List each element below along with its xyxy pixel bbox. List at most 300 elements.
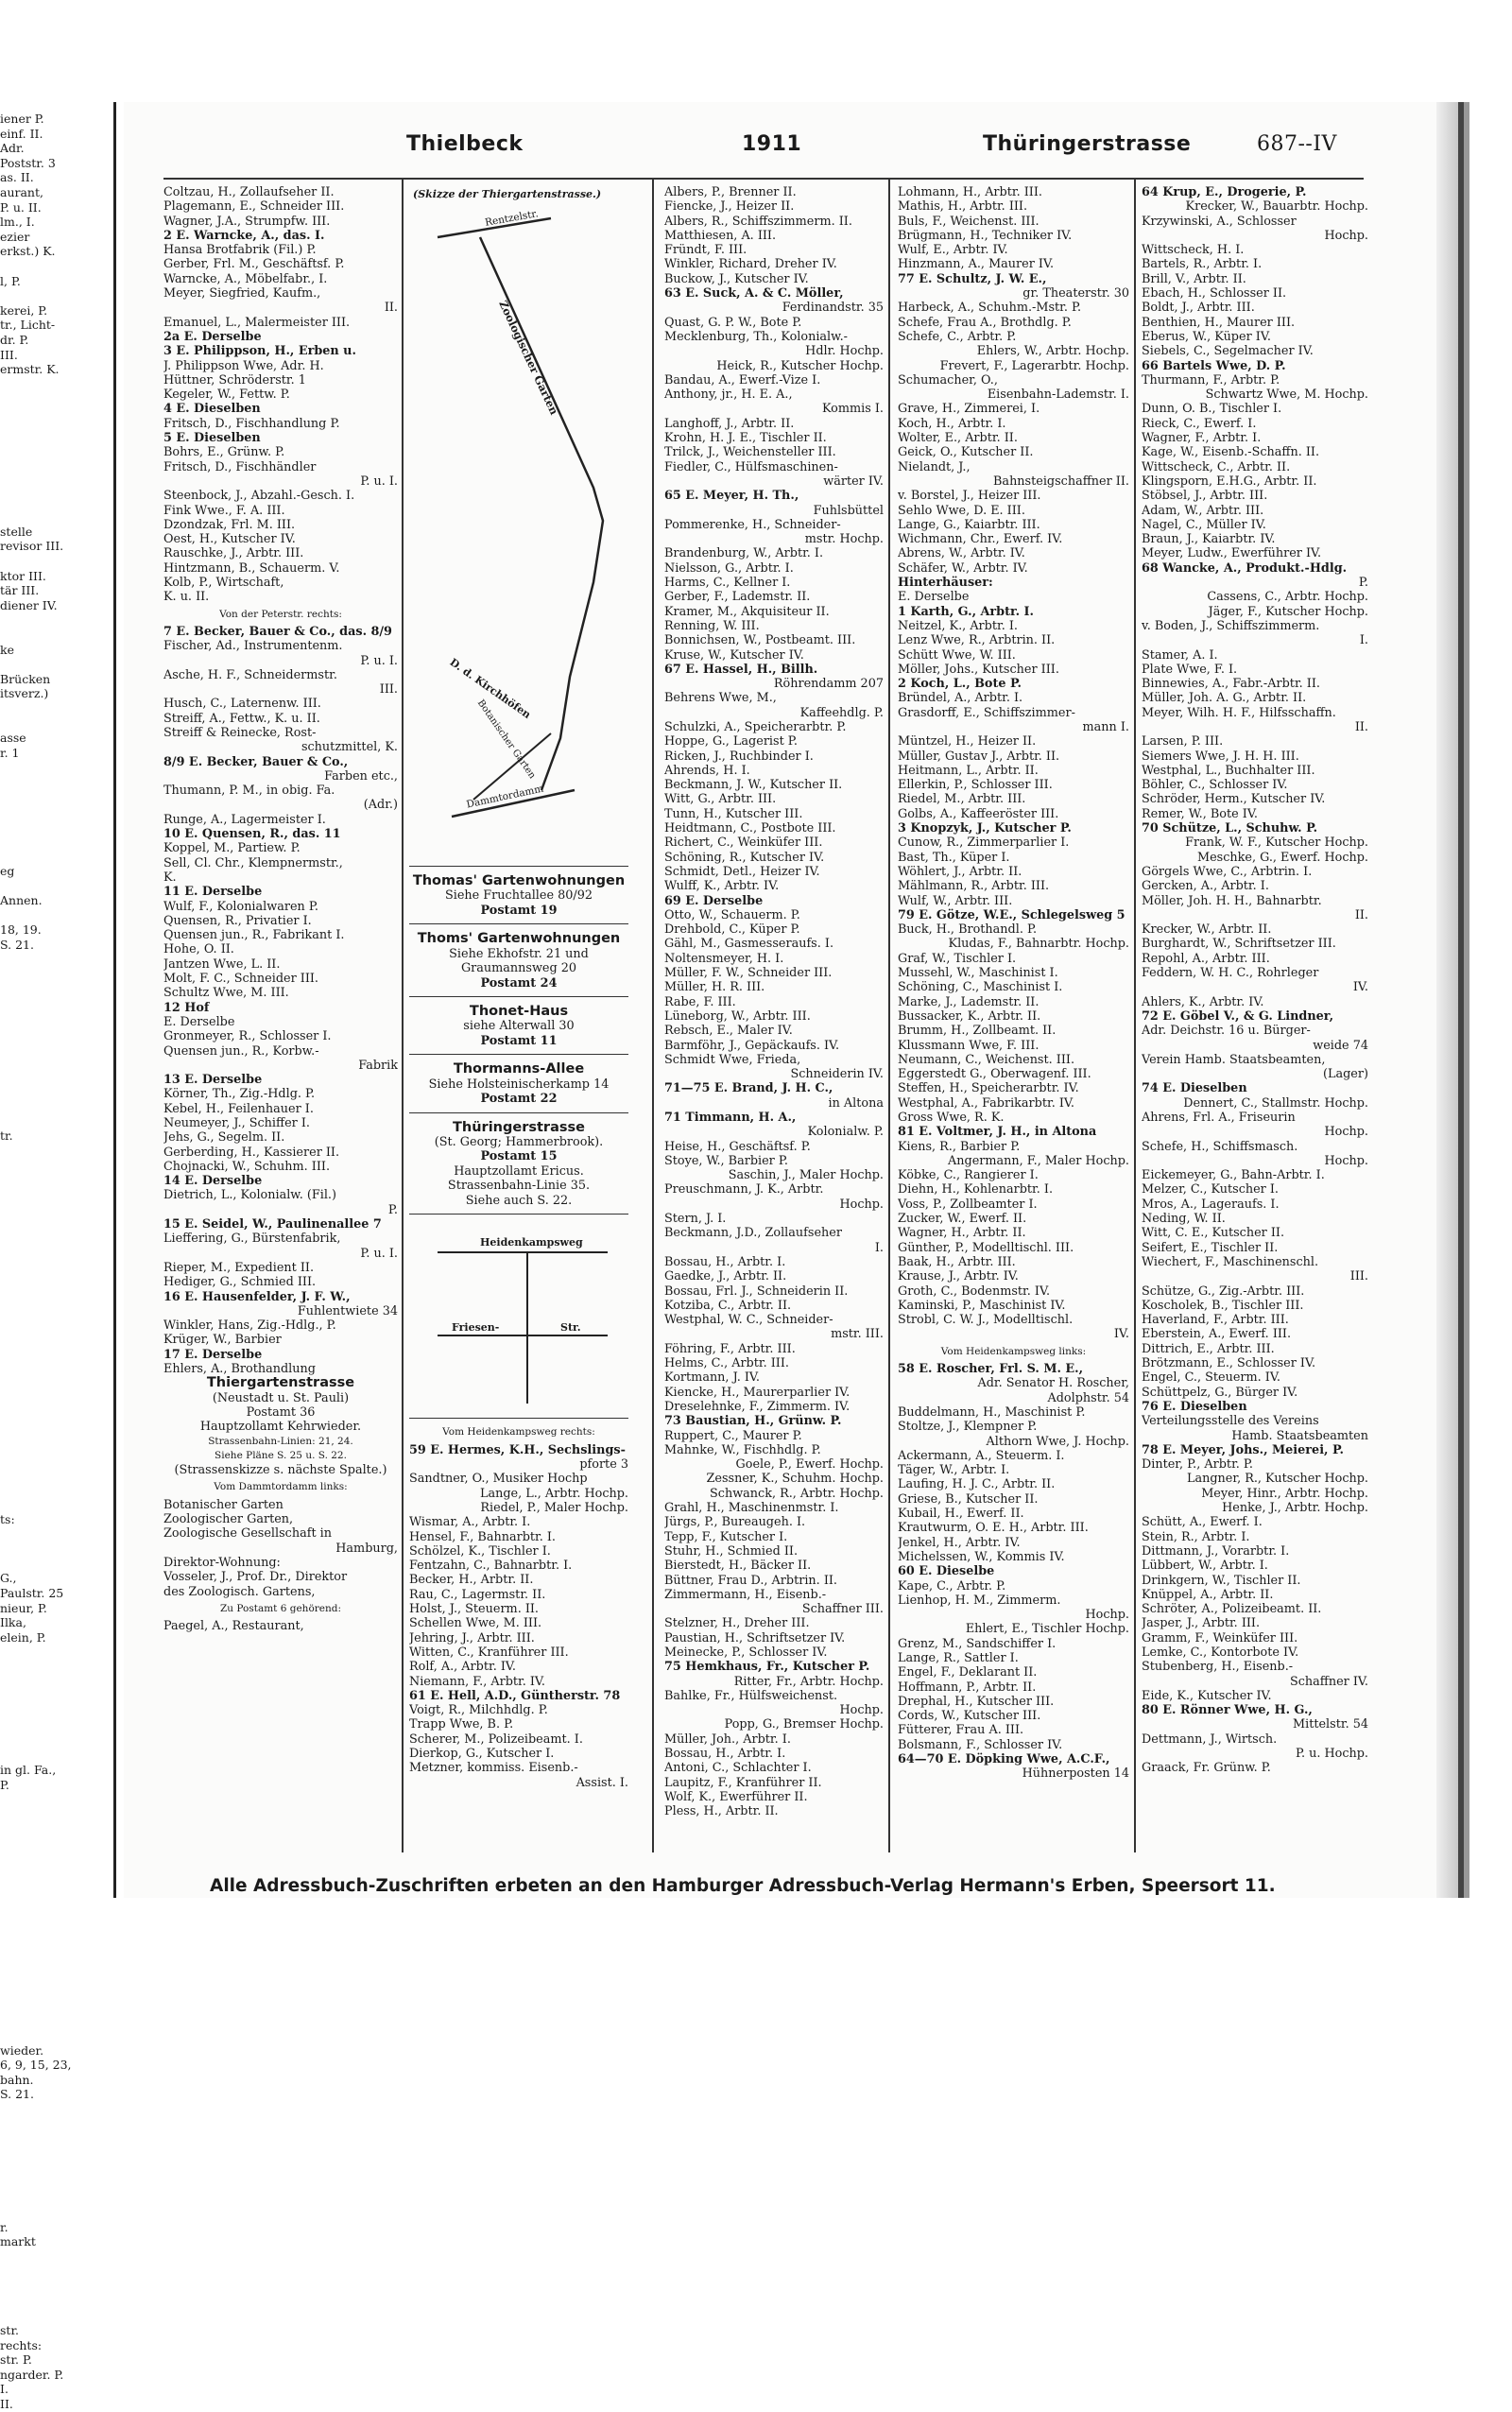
directory-entry: Westphal, L., Buchhalter III.: [1142, 763, 1315, 778]
directory-entry: K.: [163, 870, 177, 885]
left-page-text: II.: [0, 2397, 13, 2411]
directory-entry: Nielandt, J.,: [898, 459, 971, 474]
left-page-text: dr. P.: [0, 333, 29, 347]
left-page-text: nieur, P.: [0, 1600, 47, 1615]
directory-entry: Brumm, H., Zollbeamt. II.: [898, 1024, 1057, 1039]
directory-entry: Braun, J., Kaiarbtr. IV.: [1142, 532, 1276, 547]
directory-entry: Goele, P., Ewerf. Hochp.: [735, 1457, 884, 1473]
left-page-text: as. II.: [0, 170, 34, 185]
directory-entry: Fiencke, J., Heizer II.: [664, 199, 795, 215]
directory-entry: Mathis, H., Arbtr. III.: [898, 199, 1028, 215]
directory-entry: Mussehl, W., Maschinist I.: [898, 966, 1058, 981]
directory-entry: Benthien, H., Maurer III.: [1142, 315, 1296, 330]
directory-entry: Müller, Joh. A. G., Arbtr. II.: [1142, 691, 1307, 706]
left-page-text: ezier: [0, 229, 30, 244]
directory-entry: Lenz Wwe, R., Arbtrin. II.: [898, 633, 1056, 648]
directory-entry: Schröter, A., Polizeibeamt. II.: [1142, 1602, 1322, 1617]
directory-entry: Lienhop, H. M., Zimmerm.: [898, 1593, 1061, 1608]
directory-entry: Westphal, W. C., Schneider-: [664, 1313, 833, 1328]
directory-entry: Eberus, W., Küper IV.: [1142, 329, 1271, 344]
directory-entry: II.: [1354, 719, 1368, 734]
directory-entry: Schultz Wwe, M. III.: [163, 986, 289, 1001]
directory-entry: Fischer, Ad., Instrumentenm.: [163, 639, 343, 654]
directory-entry: Feddern, W. H. C., Rohrleger: [1142, 966, 1319, 981]
directory-entry: Drephal, H., Kutscher III.: [898, 1694, 1055, 1709]
directory-entry: Riedel, P., Maler Hochp.: [480, 1500, 628, 1515]
directory-entry: Klussmann Wwe, F. III.: [898, 1038, 1040, 1053]
directory-entry: Stubenberg, H., Eisenb.-: [1142, 1660, 1294, 1675]
directory-entry: weide 74: [1313, 1038, 1368, 1053]
left-page-text: iener P.: [0, 112, 44, 126]
directory-entry: Adam, W., Arbtr. III.: [1142, 503, 1264, 518]
directory-entry: Graack, Fr. Grünw. P.: [1142, 1761, 1271, 1776]
directory-entry: Assist. I.: [576, 1775, 628, 1790]
directory-entry: Plagemann, E., Schneider III.: [163, 199, 345, 215]
header-right: Thüringerstrasse: [983, 132, 1192, 156]
notice-box-title: Thüringerstrasse: [453, 1119, 585, 1135]
left-page-text: str.: [0, 2323, 20, 2337]
directory-entry: Groth, C., Bodenmstr. IV.: [898, 1284, 1051, 1299]
directory-entry: Rauschke, J., Arbtr. III.: [163, 546, 304, 561]
directory-entry: Seifert, E., Tischler II.: [1142, 1240, 1279, 1255]
left-page-text: III.: [0, 347, 18, 362]
directory-entry: Fuhlentwiete 34: [297, 1303, 398, 1318]
directory-entry: Runge, A., Lagermeister I.: [163, 812, 326, 827]
directory-entry: J. Philippson Wwe, Adr. H.: [163, 358, 324, 373]
left-page-text: r.: [0, 2219, 9, 2234]
directory-entry: Schöning, R., Kutscher IV.: [664, 850, 825, 865]
directory-entry: Heick, R., Kutscher Hochp.: [716, 358, 884, 373]
directory-entry: Fritsch, D., Fischhandlung P.: [163, 416, 340, 431]
directory-entry: Wichmann, Chr., Ewerf. IV.: [898, 532, 1063, 547]
notice-box-line: Postamt 24: [480, 975, 558, 991]
directory-entry: Klingsporn, E.H.G., Arbtr. II.: [1142, 474, 1317, 489]
directory-entry: mann I.: [1082, 719, 1129, 734]
directory-entry: Kaffeehdlg. P.: [799, 705, 884, 720]
directory-entry: Bossau, H., Arbtr. I.: [664, 1747, 786, 1762]
directory-entry: Trapp Wwe, B. P.: [409, 1717, 514, 1732]
left-page-text: kerei, P.: [0, 302, 48, 318]
directory-entry: Thurmann, F., Arbtr. P.: [1142, 372, 1280, 388]
directory-entry: Popp, G., Bremser Hochp.: [724, 1717, 884, 1732]
directory-entry: Ahrends, H. I.: [664, 763, 750, 778]
left-page-text: ke: [0, 642, 14, 657]
directory-entry: Harbeck, A., Schuhm.-Mstr. P.: [898, 301, 1082, 316]
directory-entry: pforte 3: [579, 1457, 628, 1473]
directory-entry: Beckmann, J.D., Zollaufseher: [664, 1226, 842, 1241]
directory-entry: Neumeyer, J., Schiffer I.: [163, 1116, 310, 1130]
directory-entry: Fink Wwe., F. A. III.: [163, 503, 285, 518]
directory-entry: Gross Wwe, R. K.: [898, 1111, 1005, 1125]
directory-entry: Vom Heidenkampsweg links:: [940, 1345, 1087, 1357]
notice-box-line: siehe Alterwall 30: [463, 1019, 575, 1034]
directory-entry: Schefe, H., Schiffsmasch.: [1142, 1139, 1298, 1154]
directory-entry: Gerber, F., Lademstr. II.: [664, 590, 811, 605]
directory-entry: Hediger, G., Schmied III.: [163, 1275, 317, 1290]
notice-box-line: Siehe auch S. 22.: [465, 1193, 573, 1208]
directory-entry: Golbs, A., Kaffeeröster III.: [898, 806, 1059, 821]
notice-box-line: Postamt 15: [480, 1149, 558, 1164]
notice-box-line: Strassenbahn-Linie 35.: [447, 1179, 591, 1194]
directory-entry: Engel, F., Deklarant II.: [898, 1665, 1038, 1680]
directory-entry: Bahnsteigschaffner II.: [993, 474, 1129, 489]
directory-entry: Rolf, A., Arbtr. IV.: [409, 1660, 516, 1675]
directory-entry: Müntzel, H., Heizer II.: [898, 734, 1037, 749]
directory-entry: Schumacher, O.,: [898, 372, 998, 388]
directory-entry: Sandtner, O., Musiker Hochp: [409, 1472, 588, 1487]
left-page-text: rechts:: [0, 2337, 43, 2352]
directory-entry: Richert, C., Weinküfer III.: [664, 836, 823, 851]
left-page-text: ts:: [0, 1512, 15, 1526]
column-rule: [652, 180, 654, 1852]
notice-box-title: Thomas' Gartenwohnungen: [412, 873, 626, 888]
directory-entry: Kramer, M., Akquisiteur II.: [664, 604, 830, 619]
directory-entry: Verein Hamb. Staatsbeamten,: [1142, 1052, 1326, 1067]
label-friesen: Friesen-: [452, 1321, 500, 1335]
directory-entry: Nagel, C., Müller IV.: [1142, 517, 1266, 532]
directory-entry: Schwartz Wwe, M. Hochp.: [1205, 388, 1368, 403]
directory-entry: P.: [1358, 576, 1368, 591]
directory-entry: Binnewies, A., Fabr.-Arbtr. II.: [1142, 677, 1320, 692]
directory-entry: Witt, G., Arbtr. III.: [664, 792, 777, 807]
directory-entry: Behrens Wwe, M.,: [664, 691, 777, 706]
directory-entry: Adr. Deichstr. 16 u. Bürger-: [1142, 1024, 1311, 1039]
directory-entry: E. Derselbe: [898, 590, 970, 605]
directory-entry: 75 Hemkhaus, Fr., Kutscher P.: [664, 1660, 870, 1675]
directory-entry: Witt, C. E., Kutscher II.: [1142, 1226, 1285, 1241]
directory-entry: Rieper, M., Expedient II.: [163, 1260, 315, 1275]
directory-entry: Vosseler, J., Prof. Dr., Direktor: [163, 1570, 348, 1585]
column-1: [163, 185, 398, 1858]
directory-entry: Mros, A., Lageraufs. I.: [1142, 1197, 1280, 1212]
directory-entry: Ehlers, A., Brothandlung: [163, 1362, 316, 1377]
directory-entry: IV.: [1113, 1327, 1129, 1342]
directory-entry: Geick, O., Kutscher II.: [898, 445, 1034, 460]
directory-entry: (Adr.): [363, 798, 398, 813]
directory-entry: Ehlert, E., Tischler Hochp.: [965, 1622, 1129, 1637]
directory-entry: Haverland, F., Arbtr. III.: [1142, 1313, 1289, 1328]
directory-entry: Eisenbahn-Lademstr. I.: [987, 388, 1129, 403]
left-page-text: str. P.: [0, 2352, 32, 2368]
directory-entry: Meschke, G., Ewerf. Hochp.: [1196, 850, 1368, 865]
directory-entry: Mählmann, R., Arbtr. III.: [898, 879, 1050, 894]
label-dammtordamm: Dammtordamm: [465, 783, 545, 811]
notice-boxes: [409, 867, 628, 1215]
notice-box-line: Postamt 22: [480, 1092, 558, 1107]
directory-entry: Wulf, W., Arbtr. III.: [898, 893, 1013, 908]
directory-entry: Koppel, M., Partiew. P.: [163, 841, 301, 856]
directory-entry: Winkler, Hans, Zig.-Hdlg., P.: [163, 1318, 336, 1334]
directory-entry: Albers, P., Brenner II.: [664, 185, 797, 199]
header-rule: [163, 178, 1364, 180]
directory-entry: Neding, W. II.: [1142, 1212, 1226, 1227]
directory-entry: Rieck, C., Ewerf. I.: [1142, 416, 1257, 431]
directory-entry: Tunn, H., Kutscher III.: [664, 806, 803, 821]
directory-entry: 2 E. Warncke, A., das. I.: [163, 228, 325, 243]
directory-entry: Krecker, W., Bauarbtr. Hochp.: [1185, 199, 1368, 215]
directory-entry: Grasdorff, E., Schiffszimmer-: [898, 705, 1075, 720]
directory-entry: 71—75 E. Brand, J. H. C.,: [664, 1081, 833, 1096]
directory-entry: Wittscheck, C., Arbtr. II.: [1142, 459, 1291, 474]
directory-entry: Paustian, H., Schriftsetzer IV.: [664, 1630, 846, 1645]
notice-box-title: Thonet-Haus: [469, 1004, 569, 1020]
directory-entry: P. u. I.: [360, 474, 398, 489]
directory-entry: 58 E. Roscher, Frl. S. M. E.,: [898, 1362, 1084, 1377]
directory-entry: Wagner, H., Arbtr. II.: [898, 1226, 1026, 1241]
directory-entry: Müller, Gustav J., Arbtr. II.: [898, 749, 1060, 764]
directory-entry: Harms, C., Kellner I.: [664, 576, 791, 591]
left-page-text: aurant,: [0, 185, 43, 199]
directory-entry: Bahlke, Fr., Hülfsweichenst.: [664, 1688, 838, 1703]
directory-entry: 66 Bartels Wwe, D. P.: [1142, 358, 1286, 373]
directory-entry: Kiencke, H., Maurerparlier IV.: [664, 1385, 850, 1400]
directory-entry: Otto, W., Schauerm. P.: [664, 907, 800, 922]
directory-entry: 69 E. Derselbe: [664, 893, 764, 908]
directory-entry: Ellerkin, P., Schlosser III.: [898, 778, 1053, 793]
directory-entry: 14 E. Derselbe: [163, 1174, 263, 1189]
directory-entry: Möller, Joh. H. H., Bahnarbtr.: [1142, 893, 1322, 908]
directory-entry: Koch, H., Arbtr. I.: [898, 416, 1006, 431]
directory-entry: Stöbsel, J., Arbtr. III.: [1142, 489, 1268, 504]
directory-entry: Steffen, H., Speicherarbtr. IV.: [898, 1081, 1079, 1096]
left-page-text: Paulstr. 25: [0, 1586, 64, 1600]
directory-entry: Chojnacki, W., Schuhm. III.: [163, 1159, 331, 1174]
directory-entry: 65 E. Meyer, H. Th.,: [664, 489, 799, 504]
directory-entry: Wulf, E., Arbtr. IV.: [898, 243, 1008, 258]
left-page-text: Poststr. 3: [0, 155, 56, 170]
left-page-text: ngarder. P.: [0, 2367, 64, 2382]
directory-entry: Nielsson, G., Arbtr. I.: [664, 560, 794, 576]
directory-entry: Kolonialw. P.: [807, 1125, 884, 1140]
directory-entry: Eggerstedt G., Oberwagenf. III.: [898, 1067, 1091, 1082]
directory-entry: 3 Knopzyk, J., Kutscher P.: [898, 821, 1072, 836]
directory-entry: Dietrich, L., Kolonialw. (Fil.): [163, 1188, 336, 1203]
directory-entry: Schütt, A., Ewerf. I.: [1142, 1515, 1263, 1530]
directory-entry: Wulff, K., Arbtr. IV.: [664, 879, 780, 894]
directory-entry: IV.: [1352, 980, 1368, 995]
directory-entry: P. u. Hochp.: [1295, 1747, 1368, 1762]
directory-entry: Rebsch, E., Maler IV.: [664, 1024, 793, 1039]
directory-entry: Buckow, J., Kutscher IV.: [664, 271, 809, 286]
directory-entry: 81 E. Voltmer, J. H., in Altona: [898, 1125, 1097, 1140]
directory-entry: Dreselehnke, F., Zimmerm. IV.: [664, 1399, 850, 1414]
directory-entry: Wulf, F., Kolonialwaren P.: [163, 899, 318, 914]
label-rentzelstr: Rentzelstr.: [484, 208, 540, 229]
directory-entry: Hansa Brotfabrik (Fil.) P.: [163, 243, 317, 258]
label-kirchhoefe: D. d. Kirchhöfen: [447, 656, 534, 721]
directory-entry: Sehlo Wwe, D. E. III.: [898, 503, 1025, 518]
directory-entry: Hensel, F., Bahnarbtr. I.: [409, 1529, 556, 1544]
left-page-text: tr.: [0, 1128, 13, 1144]
directory-entry: Voss, P., Zollbeamter I.: [898, 1197, 1038, 1212]
directory-entry: Boldt, J., Arbtr. III.: [1142, 301, 1255, 316]
directory-entry: Witten, C., Kranführer III.: [409, 1645, 569, 1660]
directory-entry: Kolb, P., Wirtschaft,: [163, 576, 284, 591]
notice-box-line: Siehe Fruchtallee 80/92: [444, 888, 593, 904]
directory-entry: Kommis I.: [821, 402, 884, 417]
directory-entry: 80 E. Rönner Wwe, H. G.,: [1142, 1703, 1313, 1718]
directory-entry: Eide, K., Kutscher IV.: [1142, 1688, 1272, 1703]
directory-entry: Gähl, M., Gasmesseraufs. I.: [664, 937, 834, 952]
directory-entry: Coltzau, H., Zollaufseher II.: [163, 185, 335, 199]
notice-box-line: Graumannsweg 20: [460, 961, 577, 976]
directory-entry: Schöning, C., Maschinist I.: [898, 980, 1063, 995]
directory-entry: Dierkop, G., Kutscher I.: [409, 1747, 555, 1762]
directory-entry: Laufing, H. J. C., Arbtr. II.: [898, 1477, 1056, 1492]
column-rule: [888, 180, 890, 1852]
directory-entry: Büttner, Frau D., Arbtrin. II.: [664, 1573, 837, 1588]
directory-entry: Farben etc.,: [324, 768, 398, 784]
directory-entry: P. u. I.: [360, 653, 398, 668]
directory-entry: Ricken, J., Ruchbinder I.: [664, 749, 814, 764]
directory-entry: Krzywinski, A., Schlosser: [1142, 214, 1297, 229]
directory-entry: Scherer, M., Polizeibeamt. I.: [409, 1731, 583, 1747]
directory-entry: Stoye, W., Barbier P.: [664, 1153, 788, 1168]
directory-entry: Hinterhäuser:: [898, 576, 993, 591]
directory-entry: Adolphstr. 54: [1047, 1390, 1129, 1405]
left-page-text: Annen.: [0, 892, 43, 907]
directory-entry: Stoltze, J., Klempner P.: [898, 1420, 1038, 1435]
directory-entry: 59 E. Hermes, K.H., Sechslings-: [409, 1442, 626, 1457]
directory-entry: Lange, G., Kaiarbtr. III.: [898, 517, 1040, 532]
directory-entry: Kortmann, J. IV.: [664, 1370, 760, 1386]
left-page-text: Ilka,: [0, 1615, 26, 1630]
column-5: [1142, 185, 1368, 1858]
directory-entry: Kage, W., Eisenb.-Schaffn. II.: [1142, 445, 1320, 460]
left-page-text: Adr.: [0, 141, 25, 156]
left-page-text: G.,: [0, 1571, 17, 1586]
directory-entry: Zoologische Gesellschaft in: [163, 1526, 333, 1542]
directory-entry: Renning, W. III.: [664, 618, 760, 633]
directory-entry: Ehlers, W., Arbtr. Hochp.: [976, 344, 1129, 359]
directory-entry: Bartels, R., Arbtr. I.: [1142, 257, 1263, 272]
directory-entry: Wiechert, F., Maschinenschl.: [1142, 1254, 1319, 1269]
directory-entry: Bandau, A., Ewerf.-Vize I.: [664, 372, 821, 388]
directory-entry: Quensen jun., R., Fabrikant I.: [163, 928, 345, 943]
notice-box-line: Postamt 11: [480, 1033, 558, 1048]
left-page-text: tr., Licht-: [0, 318, 56, 333]
directory-entry: Quast, G. P. W., Bote P.: [664, 315, 802, 330]
directory-entry: Schütze, G., Zig.-Arbtr. III.: [1142, 1284, 1305, 1299]
directory-entry: Lange, R., Sattler I.: [898, 1650, 1019, 1665]
directory-entry: Schüttpelz, G., Bürger IV.: [1142, 1385, 1298, 1400]
directory-entry: I.: [874, 1240, 884, 1255]
directory-entry: Langhoff, J., Arbtr. II.: [664, 416, 795, 431]
directory-entry: Warncke, A., Möbelfabr., I.: [163, 271, 328, 286]
directory-entry: Jürgs, P., Bureaugeh. I.: [664, 1515, 806, 1530]
notice-box-title: Thoms' Gartenwohnungen: [417, 931, 621, 947]
directory-entry: Hühnerposten 14: [1022, 1766, 1129, 1782]
directory-entry: 64—70 E. Döpking Wwe, A.C.F.,: [898, 1752, 1110, 1767]
directory-entry: Körner, Th., Zig.-Hdlg. P.: [163, 1087, 316, 1102]
directory-entry: Fentzahn, C., Bahnarbtr. I.: [409, 1559, 573, 1574]
directory-entry: Quensen, R., Privatier I.: [163, 913, 312, 928]
directory-entry: 63 E. Suck, A. & C. Möller,: [664, 286, 844, 302]
column-rule: [1134, 180, 1136, 1852]
left-page-text: revisor III.: [0, 539, 64, 554]
left-page-text: S. 21.: [0, 937, 34, 952]
left-page-text: in gl. Fa.,: [0, 1763, 57, 1778]
directory-entry: Dinter, P., Arbtr. P.: [1142, 1457, 1254, 1473]
directory-entry: Hochp.: [1324, 228, 1368, 243]
directory-entry: Tepp, F., Kutscher I.: [664, 1529, 788, 1544]
directory-entry: Zu Postamt 6 gehörend:: [219, 1602, 342, 1614]
directory-entry: Grenz, M., Sandschiffer I.: [898, 1636, 1057, 1651]
directory-entry: 10 E. Quensen, R., das. 11: [163, 827, 341, 842]
left-page-text: elein, P.: [0, 1629, 46, 1645]
directory-entry: Lübbert, W., Arbtr. I.: [1142, 1559, 1268, 1574]
directory-entry: Bossau, Frl. J., Schneiderin II.: [664, 1284, 849, 1299]
directory-entry: Wittscheck, H. I.: [1142, 243, 1245, 258]
directory-entry: Zoologischer Garten,: [163, 1512, 294, 1527]
label-heidenkampsweg: Heidenkampsweg: [480, 1236, 583, 1249]
left-page-text: ktor III.: [0, 568, 46, 583]
directory-entry: Fabrik: [358, 1058, 398, 1073]
directory-entry: Gronmeyer, R., Schlosser I.: [163, 1029, 332, 1044]
directory-entry: Albers, R., Schiffszimmerm. II.: [664, 214, 852, 229]
directory-entry: Zessner, K., Schuhm. Hochp.: [706, 1472, 884, 1487]
left-page-text: P. u. II.: [0, 199, 42, 215]
directory-entry: Meyer, Ludw., Ewerführer IV.: [1142, 546, 1322, 561]
left-page-text: asse: [0, 731, 26, 746]
directory-entry: Drehbold, C., Küper P.: [664, 922, 800, 938]
directory-entry: (Neustadt u. St. Pauli): [212, 1390, 350, 1405]
directory-entry: Hoppe, G., Lagerist P.: [664, 734, 798, 749]
directory-entry: E. Derselbe: [163, 1014, 235, 1029]
directory-entry: Strobl, C. W. J., Modelltischl.: [898, 1313, 1074, 1328]
directory-entry: Metzner, kommiss. Eisenb.-: [409, 1761, 578, 1776]
directory-entry: Fründt, F. III.: [664, 243, 747, 258]
directory-entry: K. u. II.: [163, 590, 210, 605]
directory-entry: Repohl, A., Arbtr. III.: [1142, 951, 1270, 966]
directory-entry: Fütterer, Frau A. III.: [898, 1723, 1024, 1738]
directory-entry: Gerber, Frl. M., Geschäftsf. P.: [163, 257, 345, 272]
directory-entry: Gerberding, H., Kassierer II.: [163, 1145, 340, 1160]
directory-entry: Matthiesen, A. III.: [664, 228, 777, 243]
directory-entry: Eickemeyer, G., Bahn-Arbtr. I.: [1142, 1168, 1325, 1183]
directory-entry: Cords, W., Kutscher III.: [898, 1709, 1041, 1724]
directory-entry: Meyer, Siegfried, Kaufm.,: [163, 286, 321, 302]
sketch-caption: (Skizze der Thiergartenstrasse.): [413, 188, 602, 200]
directory-entry: Görgels Wwe, C., Arbtrin. I.: [1142, 864, 1313, 879]
directory-entry: 73 Baustian, H., Grünw. P.: [664, 1414, 842, 1429]
directory-entry: mstr. III.: [831, 1327, 884, 1342]
directory-entry: 79 E. Götze, W.E., Schlegelsweg 5: [898, 907, 1125, 922]
directory-entry: Stelzner, H., Dreher III.: [664, 1616, 810, 1631]
directory-entry: Hoffmann, P., Arbtr. II.: [898, 1680, 1037, 1695]
directory-entry: Jehring, J., Arbtr. III.: [409, 1630, 535, 1645]
directory-entry: Stern, J. I.: [664, 1212, 727, 1227]
directory-entry: Mittelstr. 54: [1293, 1717, 1368, 1732]
directory-entry: Hamburg,: [335, 1541, 398, 1556]
directory-entry: Ruppert, C., Maurer P.: [664, 1428, 802, 1443]
left-page-text: l, P.: [0, 273, 21, 288]
directory-entry: Thiergartenstrasse: [206, 1376, 355, 1391]
directory-entry: Jenkel, H., Arbtr. IV.: [898, 1535, 1021, 1550]
directory-entry: Siemers Wwe, J. H. H. III.: [1142, 749, 1299, 764]
directory-entry: 3 E. Philippson, H., Erben u.: [163, 344, 356, 359]
directory-entry: Wöhlert, J., Arbtr. II.: [898, 864, 1022, 879]
directory-entry: Müller, H. R. III.: [664, 980, 765, 995]
notice-box-line: Siehe Ekhofstr. 21 und: [449, 946, 589, 961]
directory-entry: 72 E. Göbel V., & G. Lindner,: [1142, 1008, 1334, 1024]
directory-entry: Botanischer Garten: [163, 1497, 284, 1512]
directory-entry: Rabe, F. III.: [664, 994, 736, 1009]
directory-entry: Helms, C., Arbtr. III.: [664, 1356, 789, 1371]
directory-entry: Zimmermann, H., Eisenb.-: [664, 1587, 827, 1602]
directory-entry: Direktor-Wohnung:: [163, 1555, 281, 1570]
directory-entry: Burghardt, W., Schriftsetzer III.: [1142, 937, 1336, 952]
